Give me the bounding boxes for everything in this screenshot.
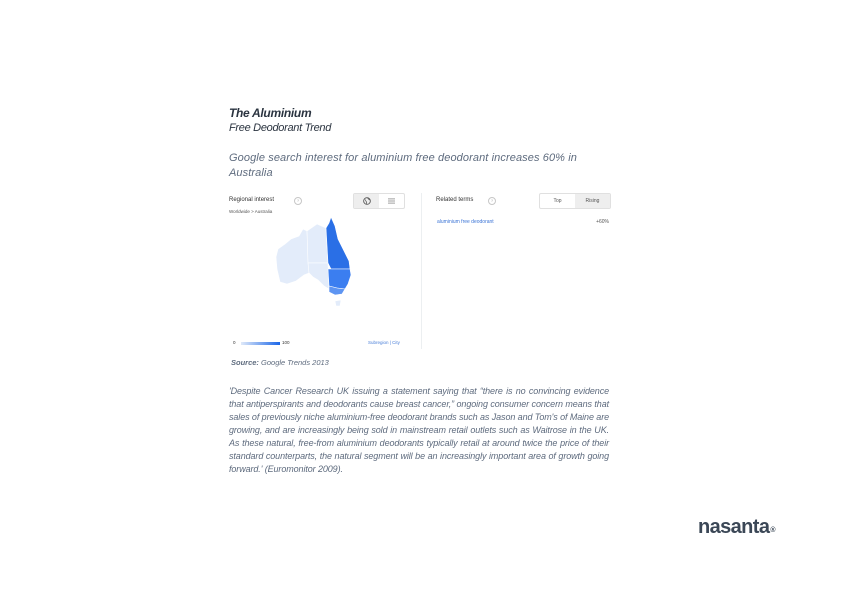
regional-interest-title: Regional interest — [229, 197, 275, 203]
globe-icon — [363, 197, 371, 205]
related-terms-title: Related terms — [436, 197, 474, 203]
page-title: The Aluminium — [229, 106, 312, 120]
source-label: Source: — [231, 358, 259, 367]
brand-logo — [698, 516, 776, 539]
view-toggle — [353, 193, 405, 209]
legend-min: 0 — [233, 340, 236, 345]
resolution-selector[interactable]: Subregion | City — [368, 340, 400, 345]
map-region-new-south-wales — [328, 269, 351, 289]
map-region-tasmania — [335, 300, 341, 306]
headline: Google search interest for aluminium free deodorant increases 60% in Australia — [229, 152, 577, 179]
list-icon — [388, 198, 395, 204]
help-icon[interactable]: ? — [488, 197, 496, 205]
tab-rising[interactable]: Rising — [575, 194, 610, 208]
google-trends-widget — [229, 191, 611, 351]
map-region-northern-territory — [307, 224, 328, 263]
map-region-western-australia — [276, 229, 309, 284]
map-region-queensland — [326, 217, 350, 269]
related-term-link[interactable]: aluminium free deodorant — [437, 219, 494, 225]
map-view-button[interactable] — [354, 194, 379, 208]
region-breadcrumb[interactable]: Worldwide > Australia — [229, 209, 273, 214]
related-terms-tabs — [539, 193, 611, 209]
quote-paragraph: 'Despite Cancer Research UK issuing a statement saying that “there is no convincing evidence that antiperspirants and deodorants cause breast cancer,” ongoing consumer concern means that sales of previously niche aluminium-free deodorant brands such as Jason and Tom's of Maine are growing, and are increasingly being sold in mainstream retail outlets such as Waitrose in the UK. As these natural, free-from aluminium deodorants typically retail at around twice the price of their standard counterparts, the natural segment will be an increasingly important area of growth going forward.' (Euromonitor 2009). — [229, 386, 609, 474]
registered-mark: ® — [770, 527, 776, 534]
tab-top[interactable]: Top — [553, 198, 562, 204]
legend-max: 100 — [282, 340, 290, 345]
map-region-south-australia — [308, 263, 329, 289]
source-citation — [231, 358, 329, 367]
source-text: Google Trends 2013 — [261, 358, 329, 367]
help-icon[interactable]: ? — [294, 197, 302, 205]
australia-map — [269, 217, 369, 307]
panel-divider — [421, 193, 422, 349]
page-subtitle: Free Deodorant Trend — [229, 122, 332, 134]
brand-name: nasanta — [698, 516, 770, 538]
related-term-change: +60% — [596, 219, 609, 225]
list-view-button[interactable] — [379, 194, 404, 208]
legend-gradient — [241, 342, 280, 345]
